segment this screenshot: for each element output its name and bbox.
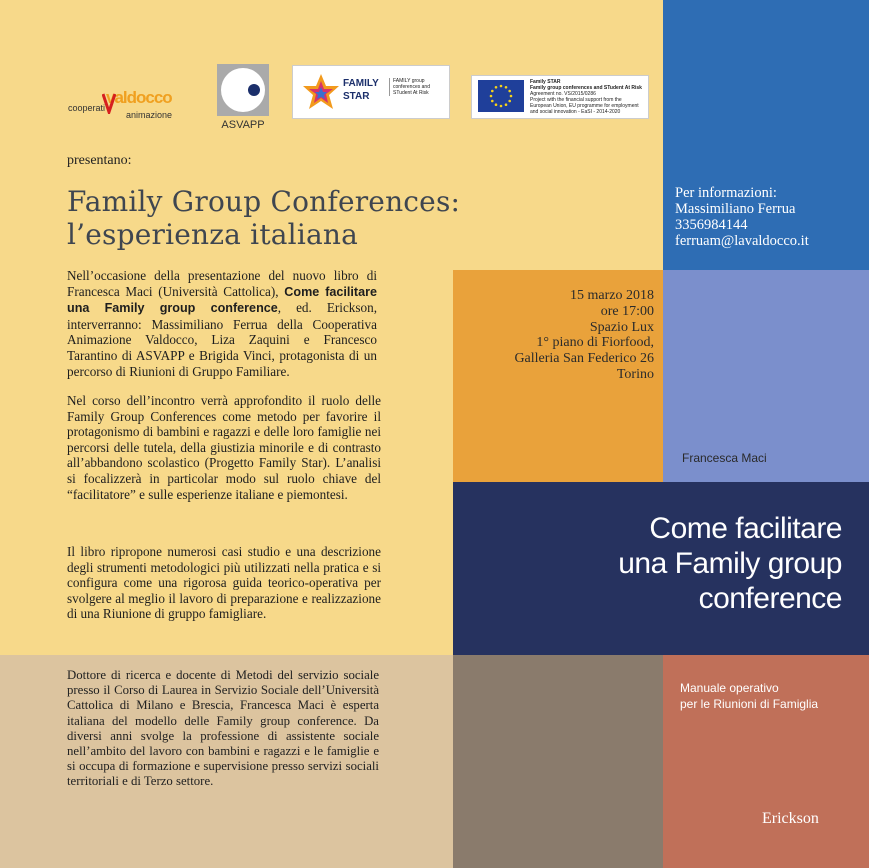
contact-email-link[interactable]: ferruam@lavaldocco.it	[675, 233, 809, 249]
star-icon	[303, 73, 339, 111]
asvapp-logo	[215, 62, 271, 132]
familystar-tagline: FAMILY group conferences and STudent At Risk	[389, 78, 449, 96]
asvapp-dot	[248, 84, 260, 96]
eu-logo	[471, 75, 649, 119]
valdocco-logo	[68, 88, 198, 128]
familystar-logo	[292, 65, 450, 119]
contact-name: Massimiliano Ferrua	[675, 201, 796, 217]
description-2	[67, 393, 381, 512]
description-paragraph-1	[67, 268, 377, 379]
presentano-label: presentano:	[67, 153, 132, 168]
eu-text-disclaimer: Project with the financial support from the European Union, EU programme for employment and social innovation - EaSI - 2014-2020	[530, 97, 639, 115]
event-city: Torino	[616, 366, 654, 382]
eu-text-subtitle: Family group conferences and STudent At Risk	[530, 85, 642, 91]
book-title-line2: una Family group	[618, 547, 842, 580]
background-taupe	[453, 655, 663, 868]
book-subtitle-line1: Manuale operativo	[680, 681, 779, 695]
book-subtitle	[680, 680, 860, 712]
eu-text-title: Family STAR	[530, 79, 561, 85]
description-3	[67, 544, 381, 632]
valdocco-v-icon	[102, 92, 116, 114]
publisher-name: Erickson	[762, 810, 819, 827]
book-subtitle-line2: per le Riunioni di Famiglia	[680, 697, 819, 711]
event-details	[470, 288, 654, 383]
contact-phone: 3356984144	[675, 217, 748, 233]
asvapp-logo-frame	[217, 64, 269, 116]
para1-intro: Nell’occasione della presentazione del nuovo libro di Francesca Maci (Università Cattolica),	[67, 268, 377, 299]
description-paragraph-3: Il libro ripropone numerosi casi studio e una descrizione degli strumenti metodologici più utilizzati nella pratica e si configura come una rigorosa guida teorico-operativa per svolgere al meglio il lavoro di preparazione e realizzazione di una Riunione di gruppo famigliare.	[67, 544, 381, 622]
eu-text-agreement: Agreement no. VS/2015/0286	[530, 91, 596, 97]
asvapp-logo-text: ASVAPP	[221, 119, 265, 131]
eu-stars-icon	[478, 80, 524, 112]
para1-rest: , ed. Erickson, interverranno: Massimiliano Ferrua della Cooperativa Animazione Valdocco, Liza Zaquini e Francesco Tarantino di ASVAPP e Brigida Vinci, protagonista di un percorso di Riunioni di Gruppo Familiare.	[67, 300, 378, 379]
event-address: Galleria San Federico 26	[514, 351, 654, 367]
description-paragraph-2: Nel corso dell’incontro verrà approfondito il ruolo delle Family Group Conferences come metodo per favorire il protagonismo di bambini e ragazzi e delle loro famiglie nei percorsi delle tutela, della giustizia minorile e di contrasto all’abbandono scolastico (Progetto Family Star). L’analisi si focalizzerà in particolar modo sul ruolo chiave del “facilitatore” e sulle esperienze italiane e piemontesi.	[67, 393, 381, 502]
contact-info	[675, 185, 865, 249]
page-title-line2: l’esperienza italiana	[67, 218, 359, 251]
eu-text	[530, 79, 644, 115]
event-date: 15 marzo 2018	[570, 288, 654, 303]
page-title	[67, 185, 460, 251]
book-title-inline: Come facilitare una Family group conference	[67, 284, 378, 316]
valdocco-logo-wordmark: valdocco	[106, 88, 172, 107]
event-time: ore 17:00	[600, 303, 654, 319]
book-title-line3: conference	[698, 582, 842, 615]
event-venue: Spazio Lux	[589, 319, 654, 335]
familystar-word-b: STAR	[343, 91, 370, 102]
book-author: Francesca Maci	[682, 451, 767, 465]
contact-heading: Per informazioni:	[675, 185, 777, 201]
familystar-word-a: FAMILY	[343, 78, 379, 89]
valdocco-logo-subtext: animazione	[126, 110, 173, 120]
book-title	[470, 511, 842, 616]
page-title-line1: Family Group Conferences:	[67, 185, 461, 218]
book-title-line1: Come facilitare	[649, 512, 842, 545]
description	[67, 268, 377, 389]
valdocco-logo-text: cooperati	[68, 103, 106, 113]
author-bio: Dottore di ricerca e docente di Metodi del servizio sociale presso il Corso di Laurea in Servizio Sociale dell’Università Cattolica di Milano e Brescia, Francesca Maci è esperta italiana del modello delle Family group conference. Da diversi anni svolge la professione di assistente sociale nell’ambito del lavoro con bambini e ragazzi e le famiglie e si occupa di formazione e supervisione presso servizi sociali territoriali e di Terzo settore.	[67, 668, 379, 789]
eu-flag-icon	[478, 80, 524, 112]
event-floor: 1° piano di Fiorfood,	[536, 335, 654, 351]
